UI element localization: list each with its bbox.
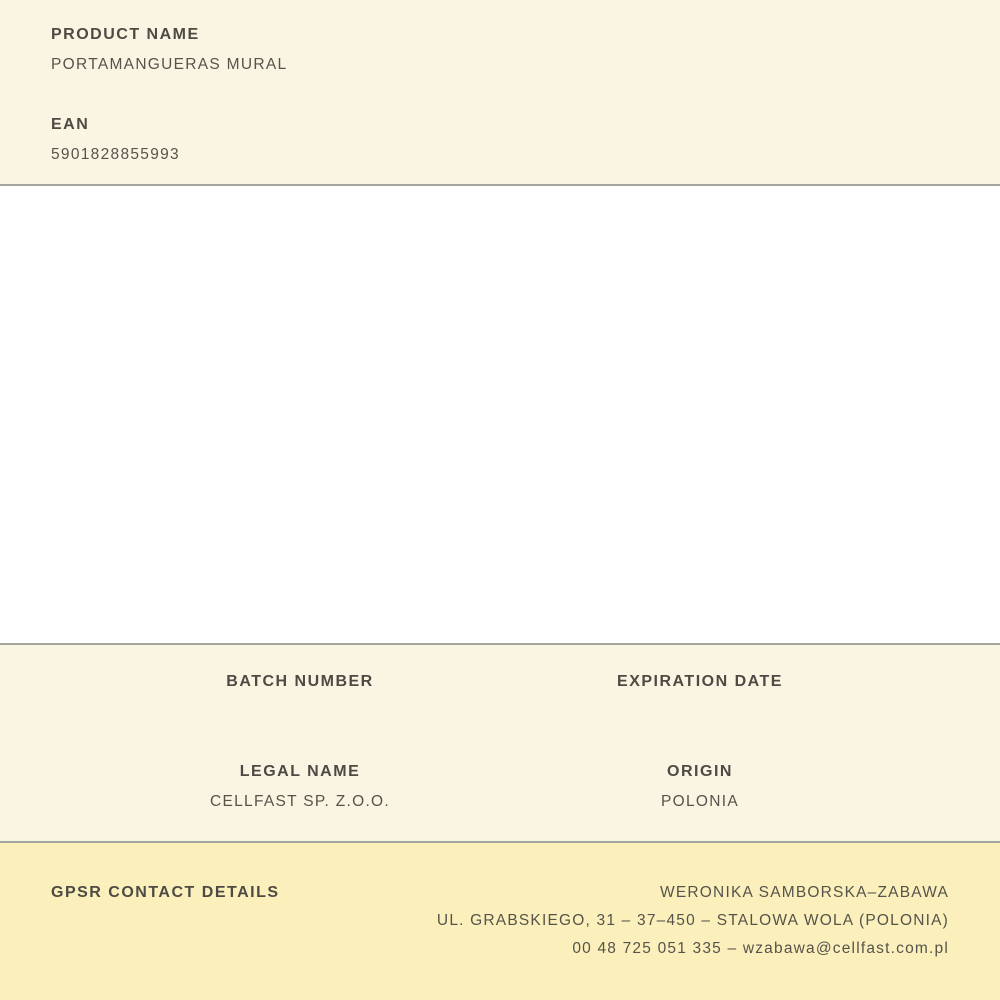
gpsr-contact-phone-email: 00 48 725 051 335 – wzabawa@cellfast.com.pl xyxy=(572,940,949,957)
legal-name-label: LEGAL NAME xyxy=(239,763,361,780)
gpsr-contact-block xyxy=(437,879,949,963)
expiration-date-column xyxy=(500,673,900,691)
gpsr-contact-section xyxy=(0,843,1000,1000)
product-header-section xyxy=(0,0,1000,186)
details-section xyxy=(0,645,1000,843)
origin-column xyxy=(500,763,900,811)
ean-label: EAN xyxy=(51,116,90,133)
ean-field xyxy=(51,116,950,164)
gpsr-contact-address: UL. GRABSKIEGO, 31 – 37–450 – STALOWA WOLA (POLONIA) xyxy=(436,912,949,929)
batch-number-column xyxy=(100,673,500,691)
expiration-date-label: EXPIRATION DATE xyxy=(617,673,783,690)
product-name-value: PORTAMANGUERAS MURAL xyxy=(51,56,288,73)
product-image-area xyxy=(0,186,1000,645)
legal-name-column xyxy=(100,763,500,811)
batch-number-label: BATCH NUMBER xyxy=(226,673,374,690)
origin-label: ORIGIN xyxy=(667,763,733,780)
details-row-legal-origin xyxy=(100,763,900,811)
product-name-field xyxy=(51,26,950,74)
details-row-batch-expiration xyxy=(100,673,900,691)
legal-name-value: CELLFAST SP. Z.O.O. xyxy=(209,793,391,810)
gpsr-contact-name: WERONIKA SAMBORSKA–ZABAWA xyxy=(660,884,949,901)
product-name-label: PRODUCT NAME xyxy=(51,26,200,43)
ean-value: 5901828855993 xyxy=(51,146,180,163)
gpsr-contact-heading: GPSR CONTACT DETAILS xyxy=(51,884,280,901)
origin-value: POLONIA xyxy=(660,793,739,810)
